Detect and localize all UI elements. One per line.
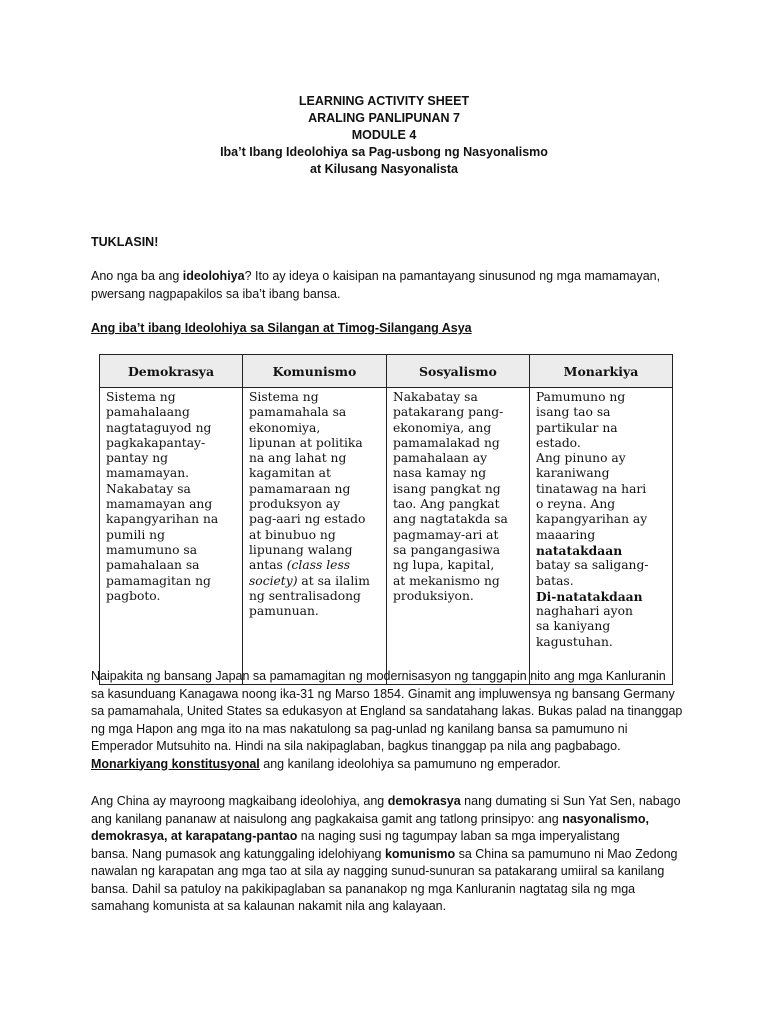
paragraph-line: nawalan ng karapatan ang mga tao at sila ay nagging sunud-sunuran sa patakarang umiiral sa kanilang [91,864,665,878]
cell-line: kagamitan at [249,466,331,481]
paragraph-line [91,846,691,864]
cell-line: pagboto. [106,588,161,603]
header-monarkiya: Monarkiya [529,355,672,388]
paragraph-line: Emperador Mutsuhito na. Hindi na sila nakipaglaban, bagkus tinanggap pa nila ang pagbabago. [91,739,621,753]
table-row [100,388,673,685]
cell-text: at sa ilalim [297,573,370,588]
cell-line: pamahalaan sa [106,558,200,573]
keyword-komunismo: komunismo [384,846,456,861]
header-demokrasya: Demokrasya [100,355,243,388]
cell-line: pantay ng [106,451,169,466]
cell-line: Nakabatay sa [392,390,478,404]
intro-line-1 [91,268,691,286]
cell-line: pagmamay-ari at [392,527,499,542]
paragraph-line [91,811,691,829]
paragraph-line: bansa. Dahil sa patuloy na pakikipaglaban sa pananakop ng mga Kanluranin nagtatag sila ng mga [91,881,636,896]
intro-text-a: Ano nga ba ang [91,269,183,283]
cell-line: pamamahala sa [249,405,347,420]
ideology-table [99,354,673,685]
cell-line: kapangyarihan na [106,512,219,527]
cell-line: pamunuan. [249,604,319,619]
cell-line: tinatawag na hari [535,481,647,496]
cell-line: nasa kamay ng [392,466,487,481]
intro-keyword: ideolohiya [182,269,245,283]
header-line-4: Iba’t Ibang Ideolohiya sa Pag-usbong ng Nasyonalismo [220,145,548,159]
keyword-monarkiyang-konstitusyonal: Monarkiyang konstitusyonal [91,756,260,771]
cell-line-mixed [249,574,380,589]
cell-line: pamahalaang [106,405,190,420]
paragraph-line: samahang komunista at sa kalaunan nakamit nila ang kalayaan. [91,899,447,913]
cell-line: estado. [535,435,581,450]
cell-line: na ang lahat ng [249,451,347,466]
keyword-demokrasya: demokrasya [387,794,461,808]
cell-bold-line: natatakdaan [535,542,623,558]
header-line-2: ARALING PANLIPUNAN 7 [308,111,460,125]
cell-line: karaniwang [535,466,610,481]
paragraph-line [91,828,691,846]
header-line-3: MODULE 4 [351,128,417,142]
cell-line: lipunang walang [249,542,353,557]
paragraph-text: sa China sa pamumuno ni Mao Zedong [455,846,678,861]
cell-italic-text: society) [249,573,298,588]
paragraph-text: nang dumating si Sun Yat Sen, nabago [460,794,681,808]
cell-line: pamahalaan ay [392,451,488,466]
cell-line: mamumuno sa [106,542,198,557]
cell-line: maaaring [535,527,596,542]
cell-line: ekonomiya, [249,420,321,435]
cell-line: mamamayan. [106,466,190,481]
cell-line: Sistema ng [249,390,319,404]
paragraph-line: sa kasunduang Kanagawa noong ika-31 ng Marso 1854. Ginamit ang impluwensya ng bansang Germany [91,686,675,701]
cell-line: nagtataguyod ng [106,420,212,435]
cell-line: tao. Ang pangkat [392,497,500,512]
cell-line: isang pangkat ng [392,481,501,496]
paragraph-line: Naipakita ng bansang Japan sa pamamagitan ng modernisasyon ng tanggapin nito ang mga Kanluranin [91,669,666,683]
japan-paragraph [91,668,691,773]
cell-line: isang tao sa [535,405,611,420]
header-komunismo: Komunismo [243,355,387,388]
cell-line: mamamayan ang [106,497,213,512]
paragraph-line: sa pamamahala, United States sa edukasyon at England sa sandatahang lakas. Bukas palad na tinanggap [91,704,683,718]
section-title: TUKLASIN! [91,235,159,249]
intro-line-2: pwersang nagpapakilos sa iba’t ibang bansa. [91,286,341,301]
cell-line: sa kaniyang [535,619,611,634]
paragraph-text: ang kanilang ideolohiya sa pamumuno ng emperador. [259,756,561,771]
paragraph-text: na naging susi ng tagumpay laban sa mga imperyalistang [297,829,620,843]
cell-line: produksiyon. [392,588,474,603]
cell-line: kapangyarihan ay [535,512,648,527]
intro-paragraph [91,268,691,303]
cell-monarkiya [529,388,672,685]
cell-line: ng lupa, kapital, [392,558,495,573]
cell-line: pamamalakad ng [392,435,500,450]
cell-line: Nakabatay sa [106,481,191,496]
cell-komunismo [243,388,387,685]
cell-bold-line: Di-natatakdaan [535,588,643,604]
cell-line: produksyon ay [249,497,341,512]
cell-line: lipunan at politika [249,435,363,450]
table-title: Ang iba’t ibang Ideolohiya sa Silangan at Timog-Silangang Asya [91,321,472,335]
cell-line: at mekanismo ng [392,573,500,588]
cell-line: batay sa saligang- [535,558,649,573]
cell-line-mixed [249,558,380,573]
paragraph-text: ang kanilang pananaw at naisulong ang pagkakaisa gamit ang tatlong prinsipyo: ang [91,811,563,826]
keyword-nasyonalismo: nasyonalismo, [562,811,650,826]
header-sosyalismo: Sosyalismo [386,355,529,388]
cell-line: naghahari ayon [535,604,633,619]
intro-text-b: ? Ito ay ideya o kaisipan na pamantayang sinusunod ng mga mamamayan, [244,269,661,283]
cell-line: ang nagtatakda sa [392,512,508,527]
cell-line: pagkakapantay- [106,435,206,450]
cell-line: patakarang pang- [392,405,504,420]
cell-text: antas [249,558,287,573]
cell-demokrasya [100,388,243,685]
cell-line: at binubuo ng [249,527,336,542]
cell-line: ekonomiya, ang [392,420,492,435]
cell-line: ng sentralisadong [249,588,361,603]
paragraph-text: bansa. Nang pumasok ang katunggaling idelohiyang [91,846,385,861]
china-paragraph [91,793,691,916]
cell-sosyalismo [386,388,529,685]
cell-line: batas. [535,573,574,588]
keyword-demokrasya-karapatang-pantao: demokrasya, at karapatang-pantao [91,829,298,843]
header-line-1: LEARNING ACTIVITY SHEET [298,94,470,108]
cell-italic-text: (class less [286,558,351,573]
cell-line: Ang pinuno ay [535,451,626,466]
cell-line: pamamagitan ng [106,573,211,588]
paragraph-line: ng mga Hapon ang mga ito na mas nakatulong sa pag-unlad ng kanilang bansa sa pamumuno ni [91,721,628,736]
cell-line: Pamumuno ng [535,390,626,404]
cell-line: partikular na [535,420,618,435]
cell-line: pag-aari ng estado [249,512,366,527]
paragraph-text: Ang China ay mayroong magkaibang ideolohiya, ang [91,794,388,808]
header-line-5: at Kilusang Nasyonalista [310,162,458,176]
cell-line: pamamaraan ng [249,481,351,496]
paragraph-line [91,793,691,811]
table-header-row [100,355,673,388]
cell-line: Sistema ng [106,390,176,404]
paragraph-line [91,756,691,774]
cell-line: pumili ng [106,527,165,542]
cell-line: o reyna. Ang [535,497,616,512]
cell-line: kagustuhan. [535,634,613,649]
cell-line: sa pangangasiwa [392,542,501,557]
document-header [0,93,768,178]
